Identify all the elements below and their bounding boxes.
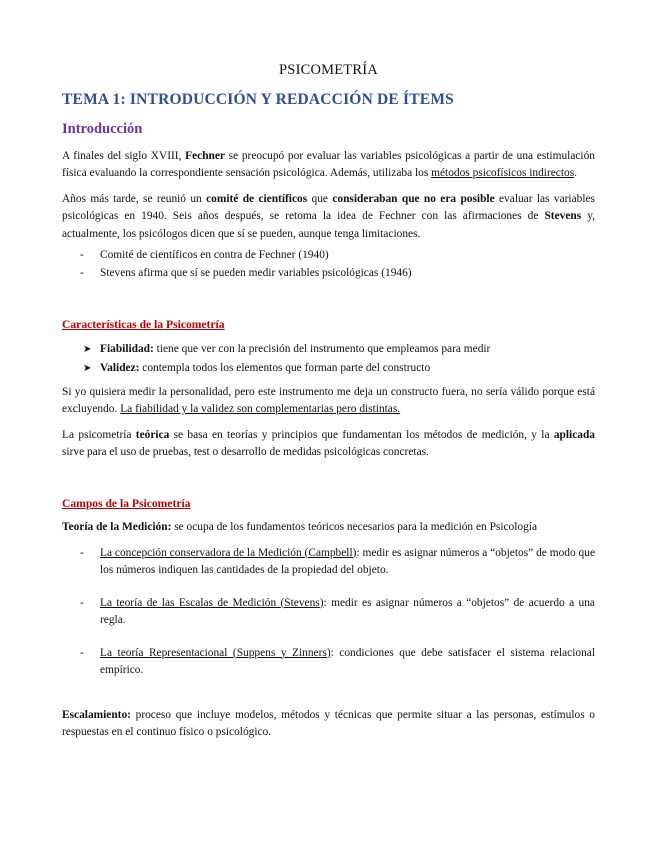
- intro-dash-list: [62, 247, 595, 282]
- characteristics-heading: Características de la Psicometría: [62, 318, 225, 331]
- list-item: - Comité de científicos en contra de Fechner (1940): [62, 247, 595, 265]
- document-title: PSICOMETRÍA: [279, 62, 378, 78]
- list-item: ➤ Fiabilidad: tiene que ver con la precisión del instrumento que empleamos para medir: [62, 341, 595, 359]
- list-item: - La teoría de las Escalas de Medición (Stevens): medir es asignar números a “objetos” de acuerdo a una regla.: [80, 596, 595, 626]
- intro-paragraph-1: A finales del siglo XVIII, Fechner se preocupó por evaluar las variables psicológicas a partir de una estimulación física evaluando la correspondiente sensación psicológica. Además, utilizaba los métodos psicofísicos indirectos.: [62, 149, 595, 179]
- characteristics-paragraph-2: La psicometría teórica se basa en teorías y principios que fundamentan los métodos de medición, y la aplicada sirve para el uso de pruebas, test o desarrollo de medidas psicológicas concretas.: [62, 428, 595, 458]
- dash-bullet-icon: -: [80, 546, 84, 559]
- introduction-heading: Introducción: [62, 121, 143, 137]
- dash-bullet-icon: -: [80, 266, 84, 279]
- measurement-theory-paragraph: Teoría de la Medición: se ocupa de los fundamentos teóricos necesarios para la medición en Psicología: [62, 521, 538, 533]
- characteristics-paragraph-1: Si yo quisiera medir la personalidad, pero este instrumento me deja un constructo fuera, no sería válido porque está excluyendo. La fiabilidad y la validez son complementarias pero distintas.: [62, 385, 595, 415]
- topic-heading: TEMA 1: INTRODUCCIÓN Y REDACCIÓN DE ÍTEMS: [62, 90, 454, 108]
- scaling-paragraph: Escalamiento: proceso que incluye modelos, métodos y técnicas que permite situar a las personas, estímulos o respuestas en el continuo físico o psicológico.: [62, 708, 595, 738]
- fields-heading: Campos de la Psicometría: [62, 496, 191, 510]
- dash-bullet-icon: -: [80, 596, 84, 609]
- characteristics-list: [62, 341, 595, 378]
- dash-bullet-icon: -: [80, 249, 84, 261]
- fields-dash-list: [62, 545, 595, 680]
- list-item: - La concepción conservadora de la Medición (Campbell): medir es asignar números a “objetos” de modo que los números indiquen las cantidades de la propiedad del objeto.: [80, 546, 595, 576]
- list-item: - Stevens afirma que sí se pueden medir variables psicológicas (1946): [62, 265, 595, 283]
- arrow-bullet-icon: ➤: [83, 343, 92, 355]
- dash-bullet-icon: -: [80, 646, 84, 659]
- list-item: ➤ Validez: contempla todos los elementos que forman parte del constructo: [62, 360, 595, 378]
- list-item: - La teoría Representacional (Suppens y Zinners): condiciones que debe satisfacer el sistema relacional empírico.: [80, 646, 595, 676]
- page-content: [62, 62, 595, 742]
- arrow-bullet-icon: ➤: [83, 363, 92, 374]
- intro-paragraph-2: Años más tarde, se reunió un comité de científicos que consideraban que no era posible evaluar las variables psicológicas en 1940. Seis años después, se retoma la idea de Fechner con las afirmaciones de Stevens y, actualmente, los psicólogos dicen que sí se pueden, aunque tenga limitaciones.: [62, 192, 595, 240]
